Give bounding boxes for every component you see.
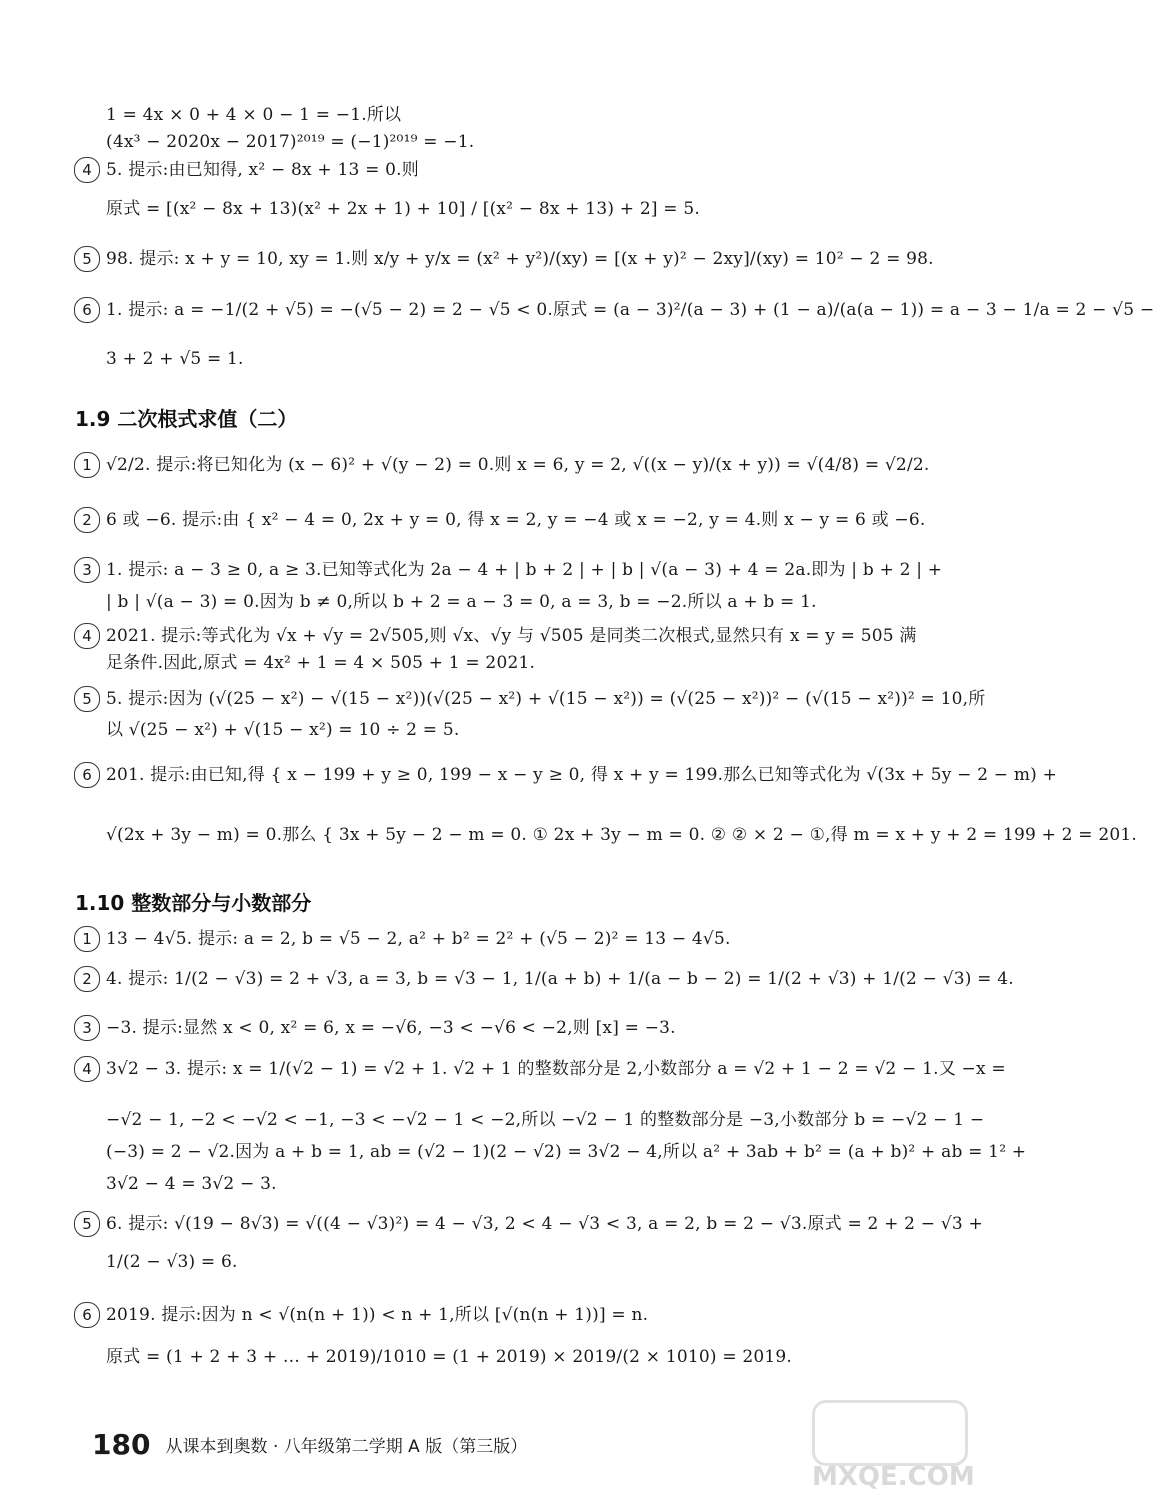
solution-line: 1. 提示: a = −1/(2 + √5) = −(√5 − 2) = 2 − √5 < 0.原式 = (a − 3)²/(a − 3) + (1 − a)/(a(a − 1)) = a − 3 − 1/a = 2 − √5 − — [106, 300, 1154, 320]
solution-line: 3 + 2 + √5 = 1. — [106, 349, 244, 369]
watermark-url: MXQE.COM — [812, 1462, 975, 1492]
solution-line: 2019. 提示:因为 n < √(n(n + 1)) < n + 1,所以 [√(n(n + 1))] = n. — [106, 1305, 649, 1325]
solution-line: 201. 提示:由已知,得 { x − 199 + y ≥ 0, 199 − x − y ≥ 0, 得 x + y = 199.那么已知等式化为 √(3x + 5y − 2 − m) + — [106, 765, 1058, 785]
solution-line: 5. 提示:由已知得, x² − 8x + 13 = 0.则 — [106, 160, 419, 180]
watermark — [812, 1400, 975, 1496]
solution-line: (−3) = 2 − √2.因为 a + b = 1, ab = (√2 − 1)(2 − √2) = 3√2 − 4,所以 a² + 3ab + b² = (a + b)² + ab = 1² + — [106, 1142, 1027, 1162]
question-number-6: 6 — [74, 297, 100, 323]
solution-line: 3√2 − 3. 提示: x = 1/(√2 − 1) = √2 + 1. √2 + 1 的整数部分是 2,小数部分 a = √2 + 1 − 2 = √2 − 1.又 −x = — [106, 1059, 1006, 1079]
question-number-6: 6 — [74, 762, 100, 788]
solution-line: 98. 提示: x + y = 10, xy = 1.则 x/y + y/x = (x² + y²)/(xy) = [(x + y)² − 2xy]/(xy) = 10² − 2 = 98. — [106, 249, 934, 269]
question-number-2: 2 — [74, 507, 100, 533]
section-title-1-9: 1.9 二次根式求值（二） — [75, 407, 298, 431]
solution-line: 3√2 − 4 = 3√2 − 3. — [106, 1174, 277, 1194]
solution-line: √(2x + 3y − m) = 0.那么 { 3x + 5y − 2 − m = 0. ① 2x + 3y − m = 0. ② ② × 2 − ①,得 m = x + y + 2 = 199 + 2 = 201. — [106, 825, 1137, 845]
solution-line: 1. 提示: a − 3 ≥ 0, a ≥ 3.已知等式化为 2a − 4 + | b + 2 | + | b | √(a − 3) + 4 = 2a.即为 | b + 2 | + — [106, 560, 943, 580]
solution-line: (4x³ − 2020x − 2017)²⁰¹⁹ = (−1)²⁰¹⁹ = −1. — [106, 132, 475, 152]
solution-line: −√2 − 1, −2 < −√2 < −1, −3 < −√2 − 1 < −2,所以 −√2 − 1 的整数部分是 −3,小数部分 b = −√2 − 1 − — [106, 1110, 985, 1130]
question-number-4: 4 — [74, 1056, 100, 1082]
question-number-5: 5 — [74, 686, 100, 712]
question-number-3: 3 — [74, 1015, 100, 1041]
section-title-1-10: 1.10 整数部分与小数部分 — [75, 891, 312, 915]
question-number-1: 1 — [74, 452, 100, 478]
solution-line: √2/2. 提示:将已知化为 (x − 6)² + √(y − 2) = 0.则 x = 6, y = 2, √((x − y)/(x + y)) = √(4/8) = √2/2. — [106, 455, 930, 475]
solution-line: 13 − 4√5. 提示: a = 2, b = √5 − 2, a² + b² = 2² + (√5 − 2)² = 13 − 4√5. — [106, 929, 731, 949]
solution-line: 5. 提示:因为 (√(25 − x²) − √(15 − x²))(√(25 − x²) + √(15 − x²)) = (√(25 − x²))² − (√(15 − x²))² = 10,所 — [106, 689, 986, 709]
solution-line: 2021. 提示:等式化为 √x + √y = 2√505,则 √x、√y 与 √505 是同类二次根式,显然只有 x = y = 505 满 — [106, 626, 917, 646]
solution-line: | b | √(a − 3) = 0.因为 b ≠ 0,所以 b + 2 = a − 3 = 0, a = 3, b = −2.所以 a + b = 1. — [106, 592, 817, 612]
question-number-1: 1 — [74, 926, 100, 952]
watermark-logo-icon — [812, 1400, 968, 1466]
question-number-3: 3 — [74, 557, 100, 583]
solution-line: 1 = 4x × 0 + 4 × 0 − 1 = −1.所以 — [106, 105, 402, 125]
solution-line: 1/(2 − √3) = 6. — [106, 1252, 238, 1272]
book-title: 从课本到奥数 · 八年级第二学期 A 版（第三版） — [165, 1437, 528, 1457]
page-number: 180 — [92, 1428, 151, 1461]
solution-line: 以 √(25 − x²) + √(15 − x²) = 10 ÷ 2 = 5. — [106, 720, 460, 740]
question-number-5: 5 — [74, 1211, 100, 1237]
solution-formula: 原式 = (1 + 2 + 3 + … + 2019)/1010 = (1 + 2019) × 2019/(2 × 1010) = 2019. — [106, 1347, 793, 1367]
question-number-5: 5 — [74, 246, 100, 272]
question-number-4: 4 — [74, 623, 100, 649]
question-number-4: 4 — [74, 157, 100, 183]
solution-line: −3. 提示:显然 x < 0, x² = 6, x = −√6, −3 < −√6 < −2,则 [x] = −3. — [106, 1018, 676, 1038]
solution-formula: 原式 = [(x² − 8x + 13)(x² + 2x + 1) + 10] / [(x² − 8x + 13) + 2] = 5. — [106, 199, 700, 219]
solution-line: 6 或 −6. 提示:由 { x² − 4 = 0, 2x + y = 0, 得 x = 2, y = −4 或 x = −2, y = 4.则 x − y = 6 或 −6. — [106, 510, 926, 530]
solution-line: 足条件.因此,原式 = 4x² + 1 = 4 × 505 + 1 = 2021. — [106, 653, 536, 673]
solution-line: 6. 提示: √(19 − 8√3) = √((4 − √3)²) = 4 − √3, 2 < 4 − √3 < 3, a = 2, b = 2 − √3.原式 = 2 + 2 − √3 + — [106, 1214, 983, 1234]
question-number-2: 2 — [74, 966, 100, 992]
solution-line: 4. 提示: 1/(2 − √3) = 2 + √3, a = 3, b = √3 − 1, 1/(a + b) + 1/(a − b − 2) = 1/(2 + √3) + 1/(2 − √3) = 4. — [106, 969, 1014, 989]
page-footer — [92, 1428, 527, 1461]
question-number-6: 6 — [74, 1302, 100, 1328]
